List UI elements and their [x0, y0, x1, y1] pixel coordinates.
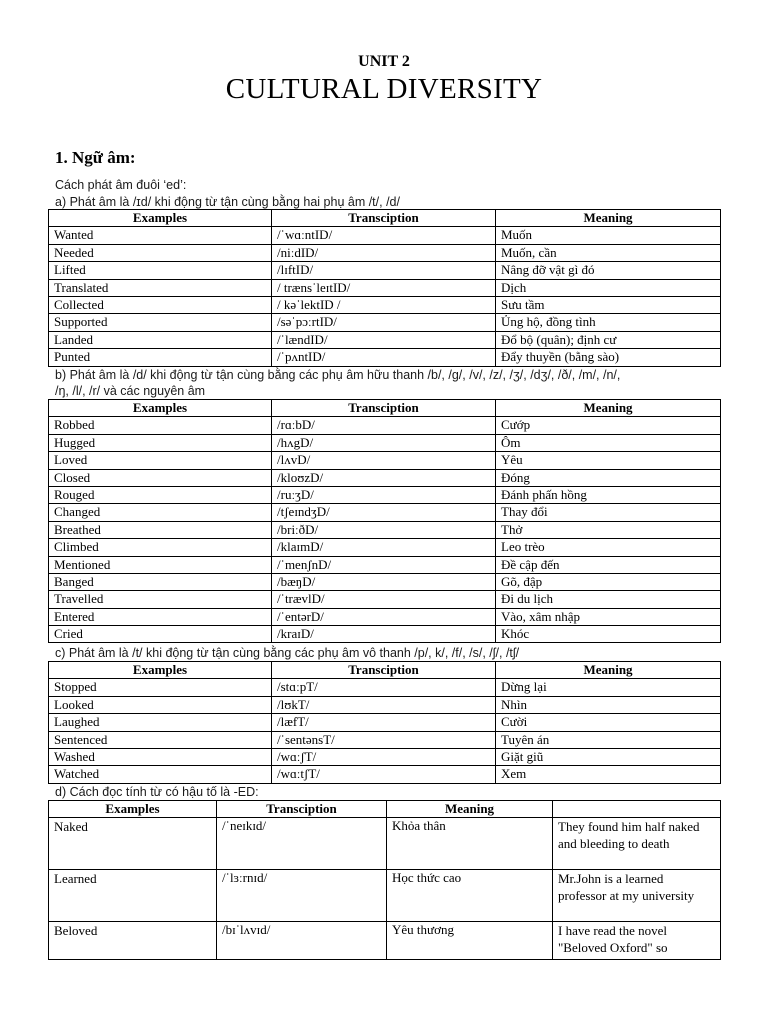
cell-example: Learned [49, 870, 217, 922]
table-row [49, 591, 721, 608]
cell-example-sentence: They found him half naked and bleeding to death [553, 818, 721, 870]
table-row [49, 417, 721, 434]
rule-b-text-line1: b) Phát âm là /d/ khi động từ tận cùng bằng các phụ âm hữu thanh /b/, /g/, /v/, /z/, /ʒ/, /dʒ/, /ð/, /m/, /n/, [55, 368, 621, 382]
cell-transcription: /kraɪD/ [272, 626, 496, 643]
cell-meaning: Sưu tầm [496, 296, 721, 313]
cell-meaning: Gõ, đập [496, 573, 721, 590]
intro-text: Cách phát âm đuôi ‘ed’: [55, 178, 187, 192]
header-meaning: Meaning [387, 801, 553, 818]
table-row [49, 244, 721, 261]
cell-meaning: Yêu [496, 452, 721, 469]
cell-transcription: /hʌgD/ [272, 434, 496, 451]
cell-transcription: /rɑːbD/ [272, 417, 496, 434]
cell-transcription: /wɑːʃT/ [272, 748, 496, 765]
cell-transcription: /ˈlɜːrnɪd/ [217, 870, 387, 922]
cell-transcription: /lʌvD/ [272, 452, 496, 469]
cell-meaning: Ủng hộ, đồng tình [496, 314, 721, 331]
table-row [49, 469, 721, 486]
table-row [49, 679, 721, 696]
table-row [49, 608, 721, 625]
table-row [49, 331, 721, 348]
cell-example: Lifted [49, 262, 272, 279]
cell-meaning: Ôm [496, 434, 721, 451]
cell-meaning: Đẩy thuyền (bằng sào) [496, 349, 721, 366]
header-examples: Examples [49, 801, 217, 818]
table-row [49, 731, 721, 748]
cell-transcription: /ˈtrævlD/ [272, 591, 496, 608]
cell-meaning: Yêu thương [387, 922, 553, 960]
table-row [49, 556, 721, 573]
cell-transcription: /wɑːtʃT/ [272, 766, 496, 783]
cell-meaning: Xem [496, 766, 721, 783]
cell-example-sentence: Mr.John is a learned professor at my university [553, 870, 721, 922]
cell-meaning: Cướp [496, 417, 721, 434]
table-row [49, 314, 721, 331]
cell-meaning: Muốn, cần [496, 244, 721, 261]
unit-label: UNIT 2 [358, 53, 410, 70]
cell-example: Breathed [49, 521, 272, 538]
table-row [49, 573, 721, 590]
cell-meaning: Leo trèo [496, 539, 721, 556]
cell-example: Rouged [49, 486, 272, 503]
table-row [49, 818, 721, 870]
cell-meaning: Học thức cao [387, 870, 553, 922]
table-row [49, 262, 721, 279]
table-rule-c [48, 661, 721, 784]
table-row [49, 434, 721, 451]
cell-example: Supported [49, 314, 272, 331]
rule-b-text-line2: /ŋ, /l/, /r/ và các nguyên âm [55, 384, 206, 398]
cell-transcription: /ˈlændID/ [272, 331, 496, 348]
cell-example: Stopped [49, 679, 272, 696]
cell-transcription: /ˈentərD/ [272, 608, 496, 625]
cell-example: Robbed [49, 417, 272, 434]
cell-example: Loved [49, 452, 272, 469]
cell-meaning: Nâng đỡ vật gì đó [496, 262, 721, 279]
table-row [49, 714, 721, 731]
cell-meaning: Thở [496, 521, 721, 538]
cell-example: Hugged [49, 434, 272, 451]
table-row [49, 296, 721, 313]
cell-example-sentence: I have read the novel "Beloved Oxford" so [553, 922, 721, 960]
rule-c-text: c) Phát âm là /t/ khi động từ tận cùng bằng các phụ âm vô thanh /p/, k/, /f/, /s/, /ʃ/, /tʃ/ [55, 646, 520, 660]
cell-example: Collected [49, 296, 272, 313]
cell-transcription: /ˈmenʃnD/ [272, 556, 496, 573]
cell-transcription: /ˈsentənsT/ [272, 731, 496, 748]
header-examples: Examples [49, 662, 272, 679]
cell-transcription: /bɪˈlʌvɪd/ [217, 922, 387, 960]
cell-meaning: Tuyên án [496, 731, 721, 748]
cell-example: Looked [49, 696, 272, 713]
header-meaning: Meaning [496, 210, 721, 227]
table-row [49, 748, 721, 765]
header-examples: Examples [49, 400, 272, 417]
table-row [49, 870, 721, 922]
cell-meaning: Khỏa thân [387, 818, 553, 870]
table-row [49, 521, 721, 538]
header-meaning: Meaning [496, 400, 721, 417]
cell-meaning: Giặt giũ [496, 748, 721, 765]
cell-meaning: Đổ bộ (quân); định cư [496, 331, 721, 348]
table-row [49, 766, 721, 783]
section-heading: 1. Ngữ âm: [55, 148, 136, 167]
cell-transcription: /stɑːpT/ [272, 679, 496, 696]
table-rule-a [48, 209, 721, 367]
cell-transcription: /klaɪmD/ [272, 539, 496, 556]
cell-transcription: /ruːʒD/ [272, 486, 496, 503]
cell-transcription: /læfT/ [272, 714, 496, 731]
header-transcription: Transciption [217, 801, 387, 818]
cell-transcription: /səˈpɔːrtID/ [272, 314, 496, 331]
header-extra [553, 801, 721, 818]
table-row [49, 279, 721, 296]
header-meaning: Meaning [496, 662, 721, 679]
cell-example: Cried [49, 626, 272, 643]
cell-example: Watched [49, 766, 272, 783]
table-rule-d [48, 800, 721, 960]
cell-meaning: Vào, xâm nhập [496, 608, 721, 625]
cell-example: Wanted [49, 227, 272, 244]
table-row [49, 626, 721, 643]
cell-example: Travelled [49, 591, 272, 608]
cell-transcription: /bæŋD/ [272, 573, 496, 590]
table-row [49, 922, 721, 960]
cell-example: Landed [49, 331, 272, 348]
cell-example: Beloved [49, 922, 217, 960]
table-row [49, 349, 721, 366]
cell-example: Laughed [49, 714, 272, 731]
cell-example: Washed [49, 748, 272, 765]
table-row [49, 696, 721, 713]
cell-meaning: Nhìn [496, 696, 721, 713]
cell-transcription: /ˈpʌntID/ [272, 349, 496, 366]
cell-example: Needed [49, 244, 272, 261]
table-row [49, 539, 721, 556]
cell-example: Climbed [49, 539, 272, 556]
table-row [49, 227, 721, 244]
cell-meaning: Muốn [496, 227, 721, 244]
cell-meaning: Đề cập đến [496, 556, 721, 573]
table-row [49, 504, 721, 521]
header-transcription: Transciption [272, 400, 496, 417]
table-rule-b [48, 399, 721, 643]
rule-d-text: d) Cách đọc tính từ có hậu tố là -ED: [55, 785, 259, 799]
table-row [49, 452, 721, 469]
cell-example: Mentioned [49, 556, 272, 573]
cell-meaning: Cười [496, 714, 721, 731]
cell-meaning: Đóng [496, 469, 721, 486]
cell-transcription: /kloʊzD/ [272, 469, 496, 486]
cell-example: Naked [49, 818, 217, 870]
cell-example: Closed [49, 469, 272, 486]
cell-example: Sentenced [49, 731, 272, 748]
cell-transcription: /briːðD/ [272, 521, 496, 538]
cell-example: Changed [49, 504, 272, 521]
cell-transcription: /ˈneɪkɪd/ [217, 818, 387, 870]
cell-example: Entered [49, 608, 272, 625]
cell-transcription: /lɪftID/ [272, 262, 496, 279]
rule-a-text: a) Phát âm là /ɪd/ khi động từ tận cùng bằng hai phụ âm /t/, /d/ [55, 195, 400, 209]
cell-example: Banged [49, 573, 272, 590]
cell-example: Punted [49, 349, 272, 366]
cell-meaning: Đánh phấn hồng [496, 486, 721, 503]
page-title: CULTURAL DIVERSITY [225, 73, 543, 105]
cell-transcription: /lʊkT/ [272, 696, 496, 713]
cell-meaning: Đi du lịch [496, 591, 721, 608]
header-transcription: Transciption [272, 662, 496, 679]
header-transcription: Transciption [272, 210, 496, 227]
header-examples: Examples [49, 210, 272, 227]
cell-transcription: /ˈwɑːntID/ [272, 227, 496, 244]
cell-transcription: /niːdID/ [272, 244, 496, 261]
cell-transcription: /tʃeɪndʒD/ [272, 504, 496, 521]
cell-meaning: Khóc [496, 626, 721, 643]
cell-meaning: Thay đổi [496, 504, 721, 521]
cell-meaning: Dừng lại [496, 679, 721, 696]
cell-transcription: / kəˈlektID / [272, 296, 496, 313]
cell-example: Translated [49, 279, 272, 296]
cell-meaning: Dịch [496, 279, 721, 296]
table-row [49, 486, 721, 503]
cell-transcription: / trænsˈleɪtID/ [272, 279, 496, 296]
